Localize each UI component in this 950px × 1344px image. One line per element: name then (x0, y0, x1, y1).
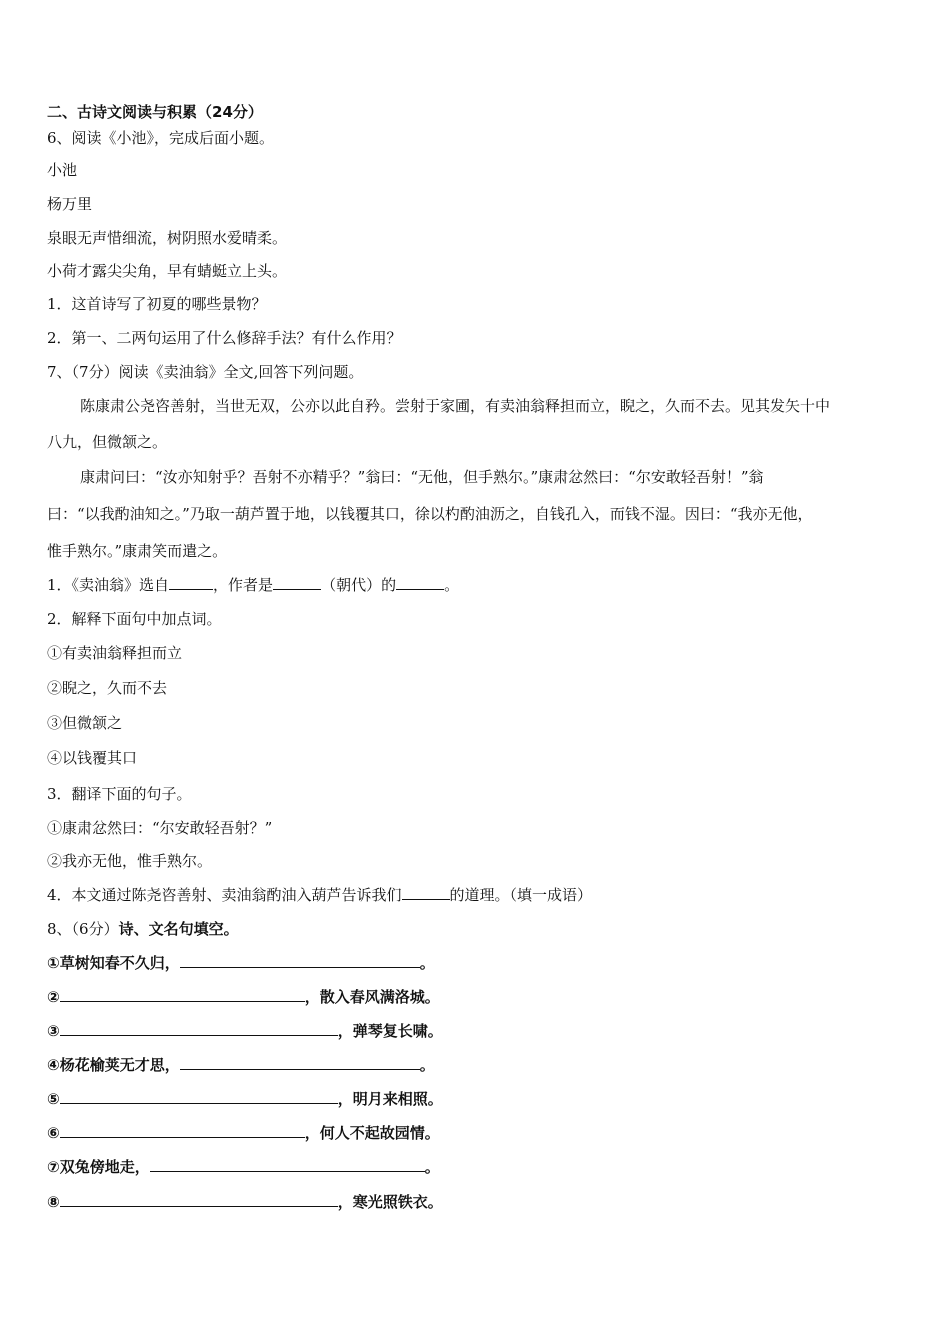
q8-item7-text-a: ⑦双兔傍地走， (47, 1158, 150, 1176)
q7-prompt: 7、（7分）阅读《卖油翁》全文,回答下列问题。 (47, 363, 364, 381)
answer-blank-source[interactable] (169, 575, 213, 590)
q8-item-5 (47, 1089, 443, 1109)
answer-blank-q8-3[interactable] (60, 1021, 338, 1036)
section-heading: 二、古诗文阅读与积累（24分） (47, 103, 263, 121)
q7-sub3-item-2: ②我亦无他，惟手熟尔。 (47, 852, 213, 870)
q8-item8-text-a: ⑧ (47, 1193, 60, 1211)
answer-blank-q8-4[interactable] (180, 1055, 420, 1070)
answer-blank-q8-1[interactable] (180, 953, 420, 968)
answer-blank-q8-5[interactable] (60, 1089, 338, 1104)
answer-blank-idiom[interactable] (402, 885, 450, 900)
q8-item6-text-b: ，何人不起故园情。 (304, 1124, 440, 1142)
q7-sub4-text-b: 的道理。（填一成语） (449, 886, 593, 904)
q8-item-7 (47, 1157, 440, 1177)
q8-item4-text-a: ④杨花榆荚无才思， (47, 1056, 180, 1074)
q8-item5-text-b: ，明月来相照。 (337, 1090, 443, 1108)
q7-para2-line3: 惟手熟尔。”康肃笑而遣之。 (47, 542, 228, 560)
q7-para1-line2: 八九，但微颔之。 (47, 433, 168, 451)
q8-item-6 (47, 1123, 440, 1143)
q7-sub1-text-b: ，作者是 (213, 576, 274, 594)
q8-item3-text-b: ，弹琴复长啸。 (337, 1022, 443, 1040)
q7-sub-1 (47, 575, 459, 595)
q8-item1-text-b: 。 (419, 954, 435, 972)
q8-item-4 (47, 1055, 435, 1075)
q7-para1-line1: 陈康肃公尧咨善射，当世无双，公亦以此自矜。尝射于家圃，有卖油翁释担而立，睨之，久而不去。见其发矢十中 (80, 397, 831, 415)
q8-item-1 (47, 953, 435, 973)
q8-prompt-score: 8、（6分） (47, 920, 119, 938)
q8-item4-text-b: 。 (419, 1056, 435, 1074)
q7-sub2-item-4: ④以钱覆其口 (47, 749, 138, 767)
poem-author: 杨万里 (47, 195, 93, 213)
q8-item-2 (47, 987, 440, 1007)
q8-item7-text-b: 。 (424, 1158, 440, 1176)
q8-item2-text-b: ，散入春风满洛城。 (304, 988, 440, 1006)
q8-item-3 (47, 1021, 443, 1041)
q7-sub-4 (47, 885, 592, 905)
q7-para2-line2: 曰：“以我酌油知之。”乃取一葫芦置于地，以钱覆其口，徐以杓酌油沥之，自钱孔入，而钱不湿。因曰：“我亦无他， (47, 505, 813, 523)
q8-item3-text-a: ③ (47, 1022, 60, 1040)
q7-sub1-text-d: 。 (444, 576, 460, 594)
q7-para2-line1: 康肃问曰：“汝亦知射乎？吾射不亦精乎？”翁曰：“无他，但手熟尔。”康肃忿然曰：“尔安敢轻吾射！”翁 (80, 468, 764, 486)
q7-sub2-item-1: ①有卖油翁释担而立 (47, 644, 183, 662)
q8-prompt-text: 诗、文名句填空。 (118, 920, 239, 938)
answer-blank-q8-6[interactable] (60, 1123, 305, 1138)
q7-sub3-item-1: ①康肃忿然曰：“尔安敢轻吾射？” (47, 819, 273, 837)
q6-sub-2: 2．第一、二两句运用了什么修辞手法？有什么作用？ (47, 329, 402, 347)
q8-item2-text-a: ② (47, 988, 60, 1006)
q7-sub2-item-2: ②睨之，久而不去 (47, 679, 168, 697)
q7-sub2-item-3: ③但微颔之 (47, 714, 123, 732)
q7-sub1-text-a: 1．《卖油翁》选自 (47, 576, 170, 594)
q7-sub1-text-c: （朝代）的 (321, 576, 397, 594)
q8-item-8 (47, 1192, 443, 1212)
q7-sub-2: 2．解释下面句中加点词。 (47, 610, 222, 628)
q8-item5-text-a: ⑤ (47, 1090, 60, 1108)
q6-sub-1: 1．这首诗写了初夏的哪些景物？ (47, 295, 267, 313)
answer-blank-author[interactable] (273, 575, 321, 590)
q8-item8-text-b: ，寒光照铁衣。 (337, 1193, 443, 1211)
answer-blank-q8-7[interactable] (150, 1157, 425, 1172)
poem-line-1: 泉眼无声惜细流，树阴照水爱晴柔。 (47, 229, 288, 247)
poem-title: 小池 (47, 161, 78, 179)
q8-prompt (47, 919, 239, 939)
poem-line-2: 小荷才露尖尖角，早有蜻蜓立上头。 (47, 262, 288, 280)
answer-blank-identity[interactable] (396, 575, 444, 590)
q8-item6-text-a: ⑥ (47, 1124, 60, 1142)
q8-item1-text-a: ①草树知春不久归， (47, 954, 180, 972)
q7-sub-3: 3．翻译下面的句子。 (47, 785, 192, 803)
q7-sub4-text-a: 4．本文通过陈尧咨善射、卖油翁酌油入葫芦告诉我们 (47, 886, 402, 904)
q6-prompt: 6、阅读《小池》，完成后面小题。 (47, 129, 275, 147)
answer-blank-q8-8[interactable] (60, 1192, 338, 1207)
answer-blank-q8-2[interactable] (60, 987, 305, 1002)
